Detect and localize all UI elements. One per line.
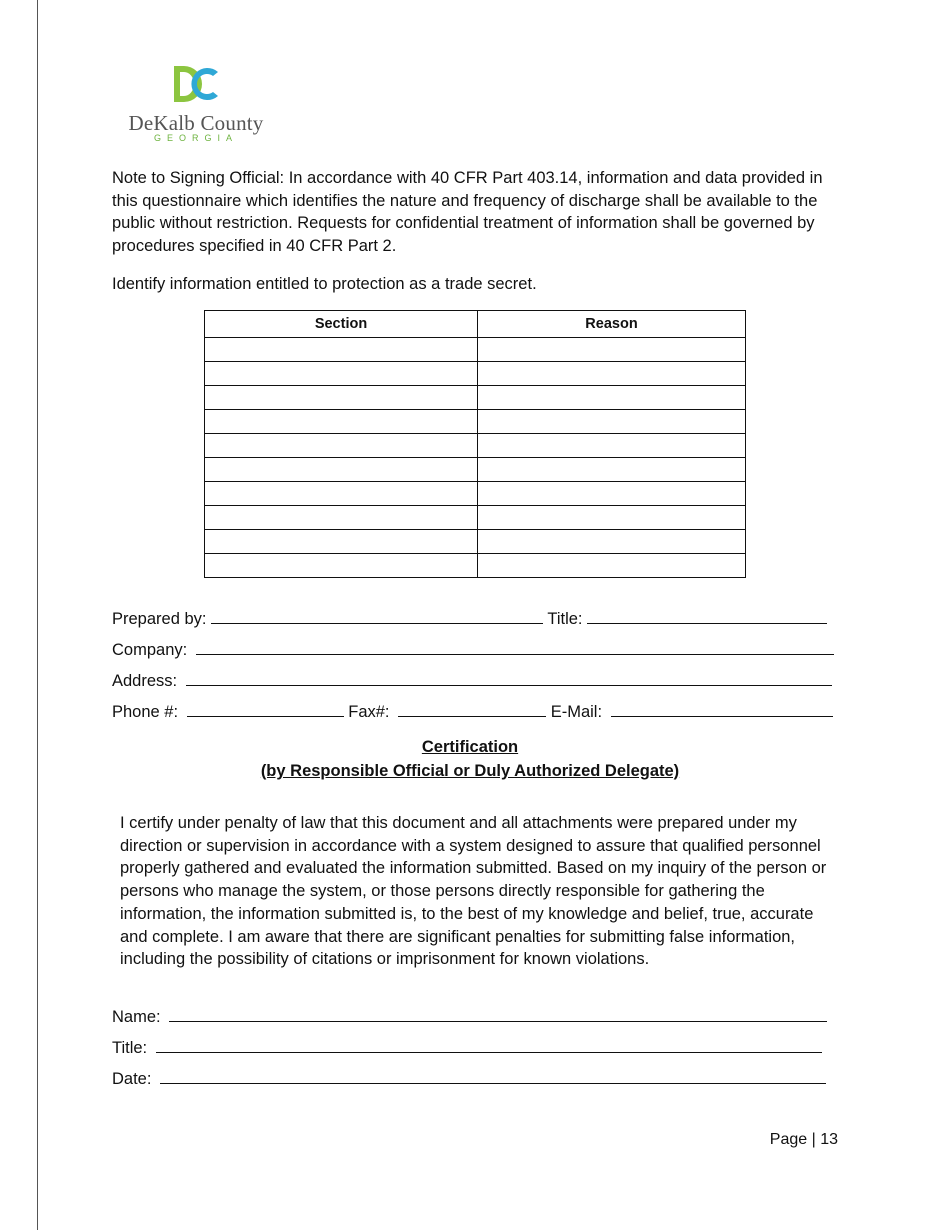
certification-subtitle: (by Responsible Official or Duly Authorized Delegate) — [260, 762, 680, 780]
signer-date-field[interactable] — [160, 1066, 826, 1084]
trade-secret-instruction: Identify information entitled to protection as a trade secret. — [112, 275, 537, 293]
logo-name: DeKalb County — [128, 111, 264, 135]
column-header-reason: Reason — [478, 311, 746, 338]
email-field[interactable] — [611, 699, 833, 717]
table-row — [205, 554, 746, 578]
reason-cell[interactable] — [478, 434, 746, 458]
table-header-row — [205, 311, 746, 338]
prepared-by-row — [112, 606, 827, 628]
table-row — [205, 362, 746, 386]
page-separator: | — [811, 1131, 816, 1148]
reason-cell[interactable] — [478, 386, 746, 410]
preparer-title-label: Title: — [547, 610, 583, 628]
reason-cell[interactable] — [478, 530, 746, 554]
table-row — [205, 506, 746, 530]
contact-row — [112, 699, 833, 721]
table-row — [205, 338, 746, 362]
reason-cell[interactable] — [478, 338, 746, 362]
dc-monogram-icon — [170, 62, 222, 106]
dekalb-county-logo — [126, 62, 266, 146]
section-cell[interactable] — [205, 482, 478, 506]
page-label: Page — [769, 1131, 808, 1148]
section-cell[interactable] — [205, 506, 478, 530]
certification-title: Certification — [421, 738, 519, 756]
company-row — [112, 637, 834, 659]
address-label: Address: — [112, 672, 178, 690]
company-label: Company: — [112, 641, 188, 659]
address-row — [112, 668, 832, 690]
section-cell[interactable] — [205, 434, 478, 458]
section-cell[interactable] — [205, 338, 478, 362]
trade-secret-table — [204, 310, 746, 578]
table-row — [205, 458, 746, 482]
section-cell[interactable] — [205, 386, 478, 410]
reason-cell[interactable] — [478, 554, 746, 578]
table-row — [205, 530, 746, 554]
phone-field[interactable] — [187, 699, 344, 717]
table-row — [205, 410, 746, 434]
fax-label: Fax#: — [348, 703, 390, 721]
section-cell[interactable] — [205, 458, 478, 482]
signer-name-row — [112, 1004, 827, 1026]
table-row — [205, 434, 746, 458]
signer-title-label: Title: — [112, 1039, 148, 1057]
reason-cell[interactable] — [478, 362, 746, 386]
signer-date-label: Date: — [112, 1070, 152, 1088]
email-label: E-Mail: — [550, 703, 603, 721]
section-cell[interactable] — [205, 554, 478, 578]
reason-cell[interactable] — [478, 458, 746, 482]
company-field[interactable] — [196, 637, 834, 655]
address-field[interactable] — [186, 668, 832, 686]
phone-label: Phone #: — [112, 703, 179, 721]
reason-cell[interactable] — [478, 506, 746, 530]
preparer-title-field[interactable] — [587, 606, 827, 624]
section-cell[interactable] — [205, 530, 478, 554]
signer-name-field[interactable] — [169, 1004, 827, 1022]
table-row — [205, 386, 746, 410]
signer-name-label: Name: — [112, 1008, 161, 1026]
prepared-by-label: Prepared by: — [112, 610, 207, 628]
column-header-section: Section — [205, 311, 478, 338]
signer-title-field[interactable] — [156, 1035, 822, 1053]
reason-cell[interactable] — [478, 410, 746, 434]
section-cell[interactable] — [205, 362, 478, 386]
signer-title-row — [112, 1035, 822, 1057]
table-row — [205, 482, 746, 506]
page-number-value: 13 — [820, 1131, 838, 1148]
section-cell[interactable] — [205, 410, 478, 434]
signing-official-note: Note to Signing Official: In accordance with 40 CFR Part 403.14, information and data provided in this questionnaire which identifies the nature and frequency of discharge shall be available to the public without restriction. Requests for confidential treatment of information shall be governed by procedures specified in 40 CFR Part 2. — [112, 169, 823, 256]
fax-field[interactable] — [398, 699, 546, 717]
page-edge — [37, 0, 38, 1230]
page-number — [770, 1131, 838, 1149]
logo-subtitle: GEORGIA — [153, 133, 238, 143]
signer-date-row — [112, 1066, 826, 1088]
prepared-by-field[interactable] — [211, 606, 543, 624]
certification-statement: I certify under penalty of law that this document and all attachments were prepared under my direction or supervision in accordance with a system designed to assure that qualified personnel properly gathered and evaluated the information submitted. Based on my inquiry of the person or persons who manage the system, or those persons directly responsible for gathering the information, the information submitted is, to the best of my knowledge and belief, true, accurate and complete. I am aware that there are significant penalties for submitting false information, including the possibility of citations or imprisonment for known violations. — [120, 814, 827, 969]
reason-cell[interactable] — [478, 482, 746, 506]
